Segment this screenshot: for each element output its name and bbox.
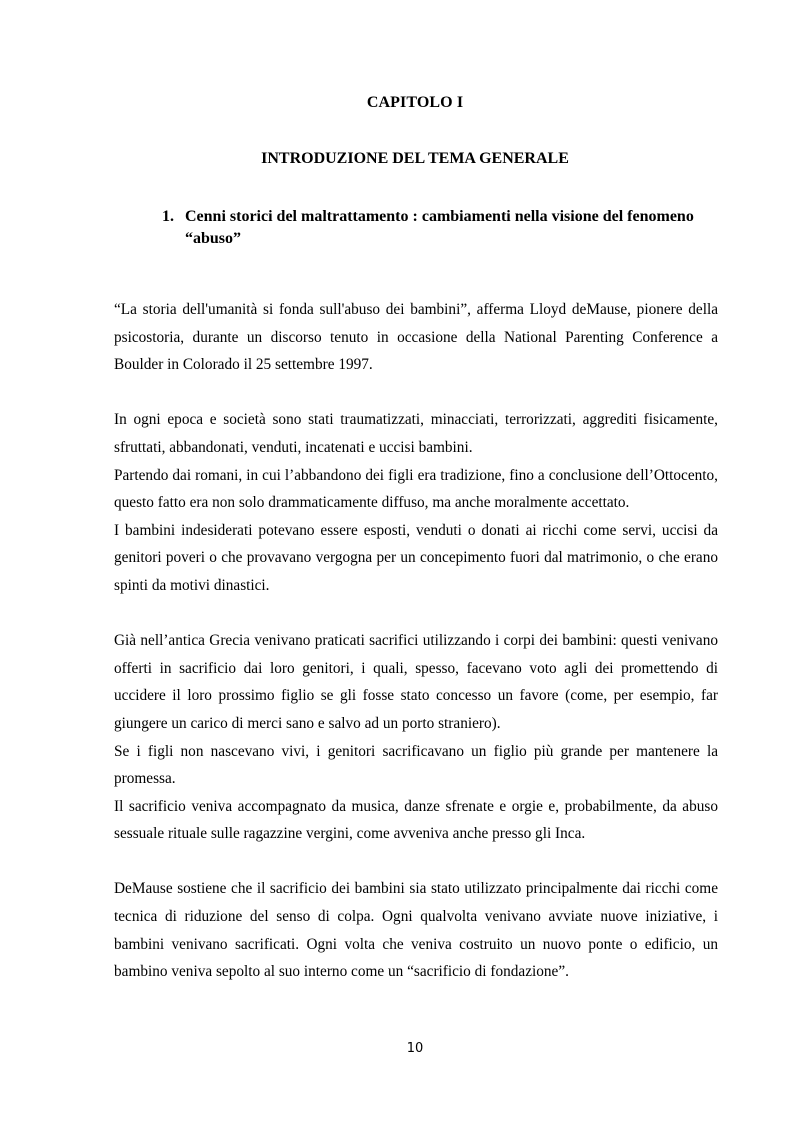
paragraph-1: “La storia dell'umanità si fonda sull'abuso dei bambini”, afferma Lloyd deMause, pionere della psicostoria, durante un discorso tenuto in occasione della National Parenting Conference a Boulder in Colorado il 25 settembre 1997. (114, 301, 718, 374)
paragraph-7: Il sacrificio veniva accompagnato da musica, danze sfrenate e orgie e, probabilmente, da abuso sessuale rituale sulle ragazzine vergini, come avveniva anche presso gli Inca. (114, 797, 718, 843)
chapter-title: CAPITOLO I (366, 94, 464, 111)
paragraph-2: In ogni epoca e società sono stati traumatizzati, minacciati, terrorizzati, aggrediti fisicamente, sfruttati, abbandonati, venduti, incatenati e uccisi bambini. (114, 411, 718, 456)
paragraph-4: I bambini indesiderati potevano essere esposti, venduti o donati ai ricchi come servi, uccisi da genitori poveri o che provavano vergogna per un concepimento fuori dal matrimonio, o che erano spinti da motivi dinastici. (114, 521, 718, 594)
paragraph-6: Se i figli non nascevano vivi, i genitori sacrificavano un figlio più grande per mantenere la promessa. (114, 742, 718, 788)
paragraph-8: DeMause sostiene che il sacrificio dei bambini sia stato utilizzato principalmente dai ricchi come tecnica di riduzione del senso di colpa. Ogni qualvolta venivano avviate nuove iniziative, i bambini venivano sacrificati. Ogni volta che veniva costruito un nuovo ponte o edificio, un bambino veniva sepolto al suo interno come un “sacrificio di fondazione”. (114, 880, 718, 981)
section-number: 1. (162, 208, 174, 225)
body-text (114, 296, 718, 986)
page-number: 10 (406, 1041, 424, 1056)
chapter-subtitle: INTRODUZIONE DEL TEMA GENERALE (261, 150, 569, 167)
paragraph-3: Partendo dai romani, in cui l’abbandono dei figli era tradizione, fino a conclusione dell’Ottocento, questo fatto era non solo drammaticamente diffuso, ma anche moralmente accettato. (114, 466, 718, 512)
section-heading (162, 206, 722, 250)
section-heading-text: Cenni storici del maltrattamento : cambiamenti nella visione del fenomeno “abuso” (185, 208, 694, 247)
paragraph-5: Già nell’antica Grecia venivano praticati sacrifici utilizzando i corpi dei bambini: questi venivano offerti in sacrificio dai loro genitori, i quali, spesso, facevano voto agli dei promettendo di uccidere il loro prossimo figlio se gli fosse stato concesso un favore (come, per esempio, far giungere un carico di merci sano e salvo ad un porto straniero). (114, 632, 718, 732)
